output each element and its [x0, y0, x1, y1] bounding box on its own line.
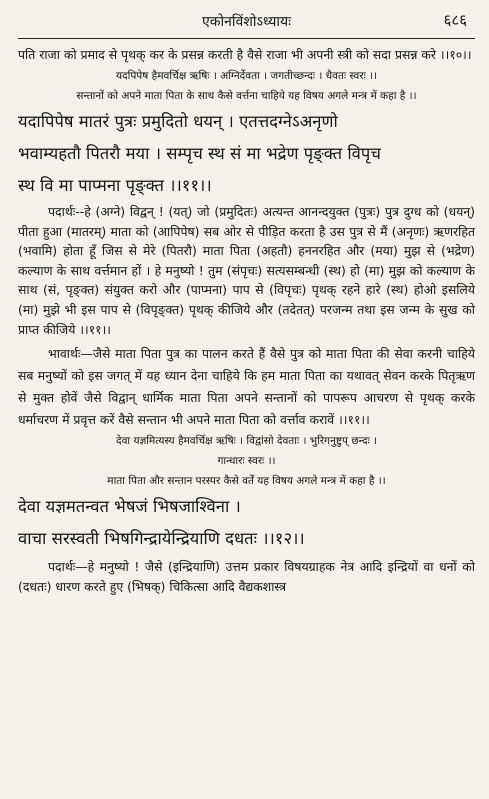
mantra-verse-line: वाचा सरस्वती भिषगिन्द्रायेन्द्रियाणि दधतः ।।१२।। — [18, 529, 305, 549]
mantra-verse-line: भवाम्यहतौ पितरौ मया । सम्पृच स्थ सं मा भद्रेण पृङ्क्त विपृच — [18, 144, 381, 163]
page-number: ६८६ — [443, 11, 467, 29]
mantra-metadata: माता पिता और सन्तान परस्पर कैसे वर्तें यह विषय अगले मन्त्र में कहा है ।। — [107, 475, 386, 488]
mantra-verse-line: स्थ वि मा पाप्मना पृङ्क्त ।।११।। — [18, 176, 212, 195]
mantra-metadata: गान्धारः स्वरः ।। — [217, 455, 276, 468]
mantra-metadata: सन्तानों को अपने माता पिता के साथ कैसे वर्त्तना चाहिये यह विषय अगले मन्त्र में कहा है ।। — [76, 90, 417, 102]
mantra-metadata: देवा यज्ञमित्यस्य हैमवर्चिक्ष ऋषिः । विद्वांसो देवताः । भुरिगनुष्टुप् छन्दः । — [116, 435, 377, 448]
page-header — [18, 0, 475, 44]
text-paragraph: भावार्थः—जैसे माता पिता पुत्र का पालन करते हैं वैसे पुत्र को माता पिता की सेवा करनी चाहिये सब मनुष्यों को इस जगत् में यह ध्यान देना चाहिये कि हम माता पिता का यथावत् सेवन करके पितृऋण से मुक्त होवें जैसे विद्वान् धार्मिक माता पिता अपने सन्तानों को पापरूप आचरण से पृथक् करके धर्माचरण में प्रवृत्त करें वैसे सन्तान भी अपने माता पिता को वर्त्ताव करावें ।।११।। — [18, 346, 475, 428]
text-paragraph: पदार्थः—हे मनुष्यो ! जैसे (इन्द्रियाणि) उत्तम प्रकार विषयग्राहक नेत्र आदि इन्द्रियों वा धनों को (दधतः) धारण करते हुए (भिषक्) चिकित्सा आदि वैद्यकशास्त्र — [18, 559, 475, 594]
mantra-verse-line: देवा यज्ञमतन्वत भेषजं भिषजाश्विना । — [18, 497, 241, 517]
running-title: एकोनविंशोऽध्यायः — [202, 14, 291, 30]
header-rule — [18, 38, 475, 39]
text-paragraph: पति राजा को प्रमाद से पृथक् कर के प्रसन्न करती है वैसे राजा भी अपनी स्त्री को सदा प्रसन्न करे ।।१०।। — [18, 47, 472, 62]
text-paragraph: पदार्थः--हे (अग्ने) विद्वन् ! (यत्) जो (प्रमुदितः) अत्यन्त आनन्दयुक्त (पुत्रः) पुत्र दुग्ध को (धयन्) पीता हुआ (मातरम्) माता को (आपिपेष) सब ओर से पीड़ित करता है उस पुत्र से मैं (अनृणः) ऋणरहित (भवामि) होता हूँ जिस से मेरे (पितरौ) माता पिता (अहतौ) हननरहित और (मया) मुझ से (भद्रेण) कल्याण के साथ वर्त्तमान हों । हे मनुष्यो ! तुम (संपृचः) सत्यसम्बन्धी (स्थ) हो (मा) मुझ को कल्याण के साथ (सं, पृङ्क्त) संयुक्त करो और (पाप्मना) पाप से (विपृचः) पृथक् रहने हारे (स्थ) होओ इसलिये (मा) मुझे भी इस पाप से (विपृङ्क्त) पृथक् कीजिये और (तदेतत्) परजन्म तथा इस जन्म के सुख को प्राप्त कीजिये ।।११।। — [18, 204, 475, 337]
mantra-metadata: यदपिपेष हैमवर्चिक्ष ऋषिः । अग्निर्देवता । जगतीच्छन्दः । धैवतः स्वरः ।। — [115, 70, 378, 82]
page-content — [18, 44, 475, 596]
mantra-verse-line: यदापिपेष मातरं पुत्रः प्रमुदितो धयन् । एतत्तदग्नेऽअनृणो — [18, 112, 338, 131]
